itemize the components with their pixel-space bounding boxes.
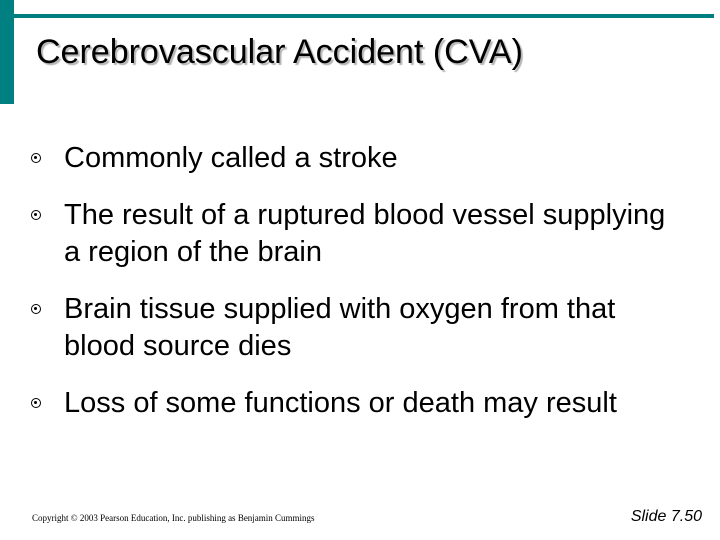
- slide-number: Slide 7.50: [630, 508, 702, 525]
- bullet-icon: [28, 291, 64, 314]
- bullet-text: Brain tissue supplied with oxygen from that blood source dies: [64, 293, 616, 362]
- bullet-item: [28, 140, 688, 177]
- bullet-item: [28, 197, 688, 271]
- bullet-text: Loss of some functions or death may result: [64, 387, 617, 419]
- bullet-text: Commonly called a stroke: [64, 142, 398, 174]
- accent-bar-horizontal: [14, 14, 714, 18]
- bullet-item: [28, 291, 688, 365]
- bullet-icon: [28, 140, 64, 163]
- bullet-list: [28, 140, 688, 442]
- bullet-text: The result of a ruptured blood vessel supplying a region of the brain: [64, 199, 666, 268]
- accent-bar-vertical: [0, 0, 14, 104]
- slide-title: Cerebrovascular Accident (CVA): [36, 33, 523, 71]
- bullet-item: [28, 385, 688, 422]
- bullet-icon: [28, 385, 64, 408]
- copyright-notice: Copyright © 2003 Pearson Education, Inc. publishing as Benjamin Cummings: [32, 513, 315, 523]
- bullet-icon: [28, 197, 64, 220]
